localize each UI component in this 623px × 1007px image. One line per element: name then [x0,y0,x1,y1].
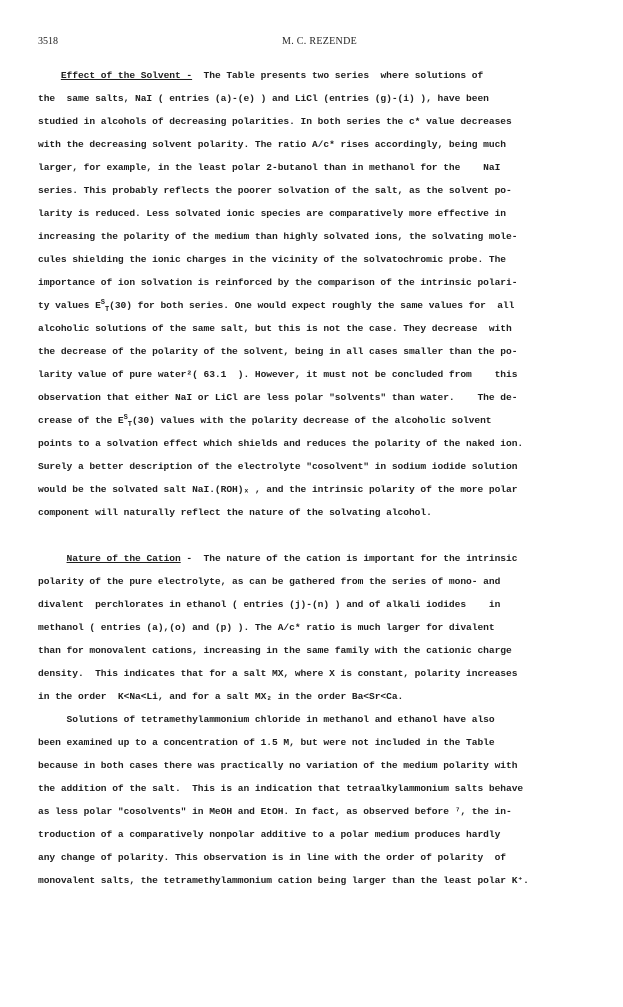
text-line [38,806,598,818]
line-text: density. This indicates that for a salt MX, where X is constant, polarity increases [38,668,518,679]
line-text: with the decreasing solvent polarity. The ratio A/c* rises accordingly, being much [38,139,506,150]
text-line [38,392,598,404]
text-line [38,737,598,749]
page-number: 3518 [38,36,58,47]
line-text: larger, for example, in the least polar 2-butanol than in methanol for the NaI [38,162,501,173]
text-line [38,484,598,496]
text-line [38,691,598,703]
line-text: observation that either NaI or LiCl are less polar "solvents" than water. The de- [38,392,518,403]
line-text: methanol ( entries (a),(o) and (p) ). The A/c* ratio is much larger for divalent [38,622,495,633]
line-text: ty values $E^S_T(30)$ for both series. One would expect roughly the same values for all [38,298,515,314]
line-text: crease of the $E^S_T(30)$ values with the polarity decrease of the alcoholic solvent [38,413,492,429]
text-line [38,208,598,220]
text-line [38,415,598,427]
text-line [38,875,598,887]
text-line [38,162,598,174]
line-text: points to a solvation effect which shields and reduces the polarity of the naked ion. [38,438,524,449]
line-text: troduction of a comparatively nonpolar additive to a polar medium produces hardly [38,829,501,840]
line-text: polarity of the pure electrolyte, as can be gathered from the series of mono- and [38,576,501,587]
text-line [38,599,598,611]
text-line [38,254,598,266]
text-line [38,852,598,864]
line-text: importance of ion solvation is reinforced by the comparison of the intrinsic polari- [38,277,518,288]
line-text: been examined up to a concentration of 1.5 M, but were not included in the Table [38,737,495,748]
text-line [38,369,598,381]
line-text: Solutions of tetramethylammonium chloride in methanol and ethanol have also [38,714,495,725]
text-line [38,783,598,795]
text-line [38,139,598,151]
text-line [38,116,598,128]
line-text: would be the solvated salt NaI.(ROH)ₓ , and the intrinsic polarity of the more polar [38,484,518,495]
running-author: M. C. REZENDE [282,36,358,47]
text-line [38,277,598,289]
text-line [38,300,598,312]
line-text: as less polar "cosolvents" in MeOH and EtOH. In fact, as observed before ⁷, the in- [38,806,512,817]
line-text: monovalent salts, the tetramethylammonium cation being larger than the least polar K⁺. [38,875,529,886]
line-text: increasing the polarity of the medium than highly solvated ions, the solvating mole- [38,231,518,242]
text-line [38,323,598,335]
line-text: larity value of pure water²( 63.1 ). However, it must not be concluded from this [38,369,518,380]
line-text: cules shielding the ionic charges in the vicinity of the solvatochromic probe. The [38,254,506,265]
text-line [38,461,598,473]
text-line [38,70,598,82]
text-line [38,507,598,519]
line-text: Surely a better description of the electrolyte "cosolvent" in sodium iodide solution [38,461,518,472]
line-text: the same salts, NaI ( entries (a)-(e) ) and LiCl (entries (g)-(i) ), have been [38,93,489,104]
line-text: studied in alcohols of decreasing polarities. In both series the c* value decreases [38,116,512,127]
section-heading: Effect of the Solvent - [60,70,193,81]
line-text: series. This probably reflects the poorer solvation of the salt, as the solvent po- [38,185,512,196]
text-line [38,346,598,358]
line-text: the addition of the salt. This is an indication that tetraalkylammonium salts behave [38,783,524,794]
line-text: - The nature of the cation is important for the intrinsic [180,553,518,564]
text-line [38,185,598,197]
line-text: component will naturally reflect the nature of the solvating alcohol. [38,507,432,518]
line-text: divalent perchlorates in ethanol ( entries (j)-(n) ) and of alkali iodides in [38,599,501,610]
line-text: larity is reduced. Less solvated ionic species are comparatively more effective in [38,208,506,219]
text-line [38,553,598,565]
text-line [38,714,598,726]
text-line [38,622,598,634]
text-line [38,668,598,680]
line-text: the decrease of the polarity of the solvent, being in all cases smaller than the po- [38,346,518,357]
line-text: in the order K<Na<Li, and for a salt MX₂ in the order Ba<Sr<Ca. [38,691,404,702]
section-heading: Nature of the Cation [66,553,181,564]
text-line [38,93,598,105]
line-text: alcoholic solutions of the same salt, but this is not the case. They decrease with [38,323,512,334]
line-text: The Table presents two series where solutions of [192,70,484,81]
line-text: any change of polarity. This observation is in line with the order of polarity of [38,852,506,863]
text-line [38,645,598,657]
text-line [38,438,598,450]
line-text: than for monovalent cations, increasing in the same family with the cationic charge [38,645,512,656]
text-line [38,576,598,588]
text-line [38,760,598,772]
text-line [38,829,598,841]
text-line [38,231,598,243]
line-text: because in both cases there was practically no variation of the medium polarity with [38,760,518,771]
